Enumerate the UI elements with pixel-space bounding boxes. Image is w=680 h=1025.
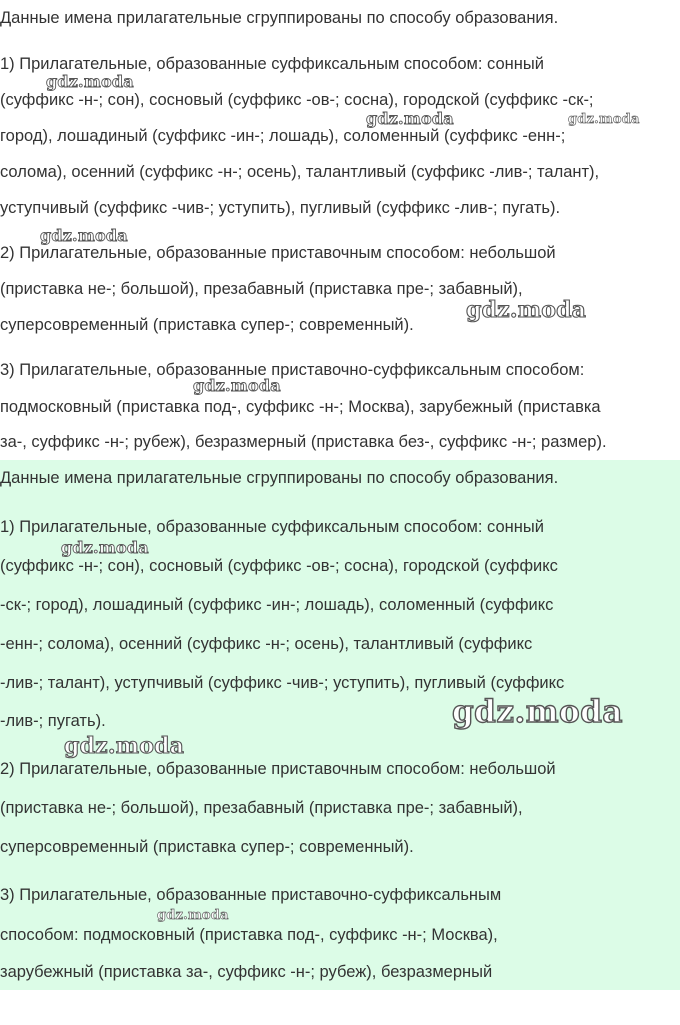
- prefix-group-line: 2) Прилагательные, образованные приставочным способом: небольшой: [0, 760, 556, 778]
- suffix-group-line: (суффикс -н-; сон), сосновый (суффикс -ов-; сосна), городской (суффикс -ск-;: [0, 91, 594, 109]
- watermark-logo: gdz.moda: [61, 538, 149, 557]
- suffix-group-line: уступчивый (суффикс -чив-; уступить), пугливый (суффикс -лив-; пугать).: [0, 199, 561, 217]
- watermark-logo: gdz.moda: [40, 226, 128, 245]
- prefix-suffix-group-line: 3) Прилагательные, образованные приставочно-суффиксальным: [0, 886, 502, 904]
- prefix-group-line: суперсовременный (приставка супер-; современный).: [0, 838, 414, 856]
- prefix-suffix-group-line: зарубежный (приставка за-, суффикс -н-; рубеж), безразмерный: [0, 963, 493, 981]
- suffix-group-line: -ск-; город), лошадиный (суффикс -ин-; лошадь), соломенный (суффикс: [0, 596, 554, 614]
- watermark-logo: gdz.moda: [64, 733, 185, 759]
- suffix-group-line: 1) Прилагательные, образованные суффиксальным способом: сонный: [0, 518, 544, 536]
- prefix-group-line: (приставка не-; большой), презабавный (приставка пре-; забавный),: [0, 280, 523, 298]
- prefix-suffix-group-line: способом: подмосковный (приставка под-, суффикс -н-; Москва),: [0, 926, 498, 944]
- suffix-group-line: -лив-; талант), уступчивый (суффикс -чив-; уступить), пугливый (суффикс: [0, 674, 565, 692]
- watermark-logo: gdz.moda: [157, 908, 229, 923]
- suffix-group-line: -енн-; солома), осенний (суффикс -н-; осень), талантливый (суффикс: [0, 635, 533, 653]
- watermark-logo: gdz.moda: [193, 376, 281, 395]
- intro-line: Данные имена прилагательные сгруппированы по способу образования.: [0, 9, 559, 27]
- watermark-logo: gdz.moda: [466, 297, 587, 323]
- prefix-suffix-group-line: за-, суффикс -н-; рубеж), безразмерный (приставка без-, суффикс -н-; размер).: [0, 433, 607, 451]
- suffix-group-line: (суффикс -н-; сон), сосновый (суффикс -ов-; сосна), городской (суффикс: [0, 557, 558, 575]
- suffix-group-line: город), лошадиный (суффикс -ин-; лошадь), соломенный (суффикс -енн-;: [0, 127, 566, 145]
- prefix-suffix-group-line: подмосковный (приставка под-, суффикс -н-; Москва), зарубежный (приставка: [0, 398, 601, 416]
- prefix-suffix-group-line: 3) Прилагательные, образованные приставочно-суффиксальным способом:: [0, 361, 585, 379]
- intro-line: Данные имена прилагательные сгруппированы по способу образования.: [0, 469, 559, 487]
- prefix-group-line: суперсовременный (приставка супер-; современный).: [0, 316, 414, 334]
- watermark-logo: gdz.moda: [568, 112, 640, 127]
- watermark-logo: gdz.moda: [46, 72, 134, 91]
- suffix-group-line: -лив-; пугать).: [0, 712, 106, 730]
- watermark-logo: gdz.moda: [366, 109, 454, 128]
- watermark-logo: gdz.moda: [452, 694, 623, 730]
- suffix-group-line: солома), осенний (суффикс -н-; осень), талантливый (суффикс -лив-; талант),: [0, 163, 600, 181]
- prefix-group-line: 2) Прилагательные, образованные приставочным способом: небольшой: [0, 244, 556, 262]
- prefix-group-line: (приставка не-; большой), презабавный (приставка пре-; забавный),: [0, 799, 523, 817]
- suffix-group-line: 1) Прилагательные, образованные суффиксальным способом: сонный: [0, 55, 544, 73]
